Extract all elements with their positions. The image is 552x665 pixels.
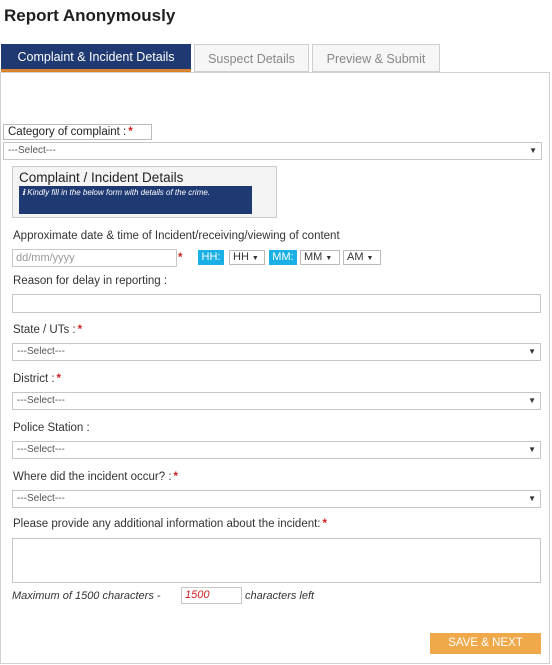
ampm-select-value: AM — [347, 251, 364, 263]
delay-input[interactable] — [12, 294, 541, 313]
save-next-button[interactable]: SAVE & NEXT — [430, 633, 541, 654]
incident-location-label — [13, 471, 178, 483]
state-label-text: State / UTs : — [13, 324, 76, 336]
required-mark: * — [173, 471, 179, 483]
chars-prefix: Maximum of 1500 characters - — [12, 590, 161, 602]
category-label — [3, 124, 152, 140]
additional-info-label — [13, 518, 327, 530]
chevron-down-icon: ▼ — [366, 255, 374, 262]
district-select-value: ---Select--- — [17, 395, 65, 406]
required-mark: * — [322, 518, 327, 530]
police-station-label: Police Station : — [13, 422, 90, 434]
category-select[interactable] — [3, 142, 542, 160]
page-title: Report Anonymously — [4, 6, 176, 25]
additional-info-label-text: Please provide any additional information about the incident: — [13, 518, 321, 530]
district-select[interactable] — [12, 392, 541, 410]
date-required-mark: * — [178, 252, 183, 264]
chevron-down-icon: ▼ — [528, 396, 536, 405]
chevron-down-icon: ▼ — [528, 494, 536, 503]
mm-tag: MM: — [269, 250, 297, 265]
minute-select[interactable] — [300, 250, 340, 265]
incident-location-select-value: ---Select--- — [17, 493, 65, 504]
police-station-select[interactable] — [12, 441, 541, 459]
category-label-text: Category of complaint : — [8, 126, 127, 138]
state-select-value: ---Select--- — [17, 346, 65, 357]
tab-suspect-details[interactable]: Suspect Details — [194, 44, 309, 72]
incident-location-label-text: Where did the incident occur? : — [13, 471, 172, 483]
ampm-select[interactable] — [343, 250, 381, 265]
date-input[interactable]: dd/mm/yyyy — [12, 249, 177, 267]
date-label: Approximate date & time of Incident/receiving/viewing of content — [13, 230, 340, 242]
required-mark: * — [128, 126, 133, 138]
additional-info-textarea[interactable] — [12, 538, 541, 583]
tab-preview-submit[interactable]: Preview & Submit — [312, 44, 440, 72]
chevron-down-icon: ▼ — [528, 347, 536, 356]
minute-select-value: MM — [304, 251, 323, 263]
state-label — [13, 324, 82, 336]
hh-tag: HH: — [198, 250, 224, 265]
info-note-text: Kindly fill in the below form with details of the crime. — [27, 188, 211, 197]
hour-select-value: HH — [233, 251, 249, 263]
delay-label: Reason for delay in reporting : — [13, 275, 168, 287]
chevron-down-icon: ▼ — [528, 445, 536, 454]
district-label-text: District : — [13, 373, 55, 385]
chars-left-counter: 1500 — [181, 587, 242, 604]
hour-select[interactable] — [229, 250, 265, 265]
tab-bar — [0, 44, 552, 72]
district-label — [13, 373, 61, 385]
state-select[interactable] — [12, 343, 541, 361]
chevron-down-icon: ▼ — [325, 255, 333, 262]
required-mark: * — [77, 324, 83, 336]
police-station-select-value: ---Select--- — [17, 444, 65, 455]
chevron-down-icon: ▼ — [251, 255, 259, 262]
tab-complaint-incident-details[interactable]: Complaint & Incident Details — [1, 44, 191, 72]
required-mark: * — [56, 373, 62, 385]
info-box — [12, 166, 277, 218]
info-heading: Complaint / Incident Details — [19, 170, 184, 185]
chars-suffix: characters left — [245, 590, 315, 602]
chevron-down-icon: ▼ — [529, 146, 537, 155]
incident-location-select[interactable] — [12, 490, 541, 508]
info-icon: ℹ — [22, 188, 26, 197]
category-select-value: ---Select--- — [8, 145, 56, 156]
info-note — [19, 186, 252, 214]
